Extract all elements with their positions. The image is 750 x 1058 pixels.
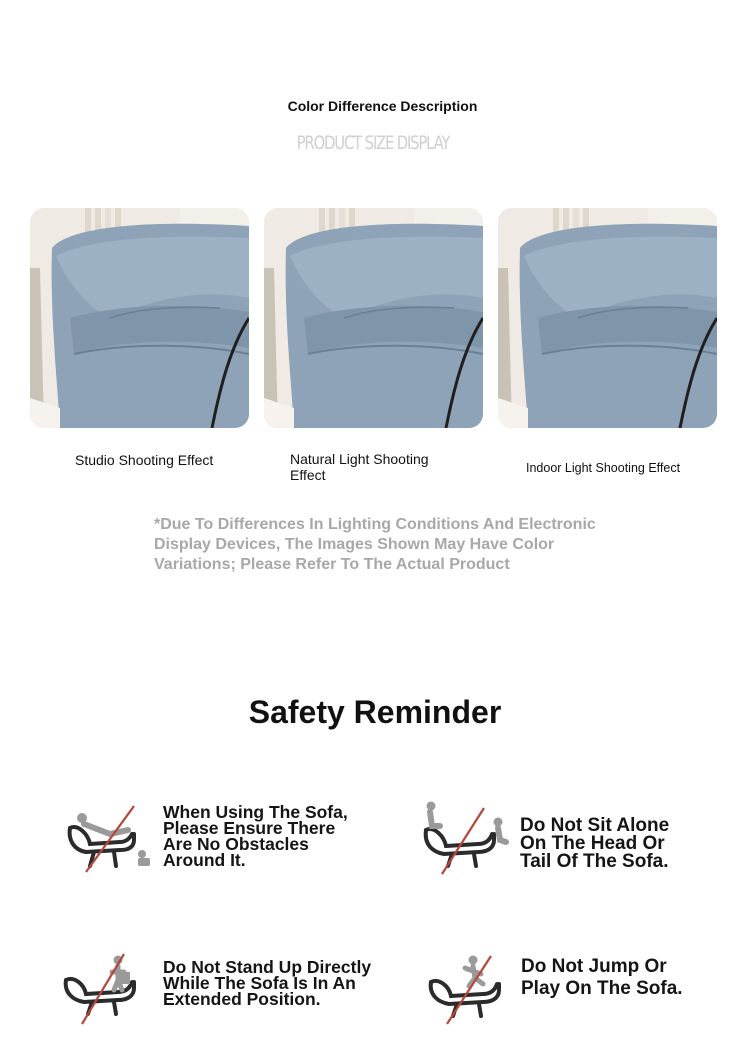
no-sitting-on-end-icon — [420, 800, 516, 880]
no-obstacles-icon — [64, 800, 160, 880]
sofa-headrest-photo — [30, 208, 249, 428]
photo-caption: Indoor Light Shooting Effect — [526, 461, 681, 475]
photo-natural-light — [264, 208, 483, 428]
no-jumping-icon — [425, 952, 521, 1032]
safety-title: Safety Reminder — [248, 694, 502, 730]
photo-caption: Studio Shooting Effect — [75, 452, 214, 468]
safety-tip: Do Not Stand Up Directly While The Sofa Is In An Extended Position. — [163, 957, 372, 1009]
section-title: Color Difference Description — [287, 98, 478, 114]
photo-caption: Natural Light Shooting Effect — [290, 451, 429, 483]
section-subtitle: PRODUCT SIZE DISPLAY — [296, 132, 450, 154]
color-difference-note: *Due To Differences In Lighting Conditions And Electronic Display Devices, The Images Shown May Have Color Variations; Please Refer To The Actual Product — [154, 516, 596, 573]
no-standing-icon — [60, 952, 156, 1032]
safety-tip: Do Not Jump Or Play On The Sofa. — [521, 956, 683, 999]
safety-tip: When Using The Sofa, Please Ensure There Are No Obstacles Around It. — [163, 802, 348, 870]
photo-indoor-light — [498, 208, 717, 428]
sofa-headrest-photo — [498, 208, 717, 428]
safety-tip: Do Not Sit Alone On The Head Or Tail Of The Sofa. — [520, 815, 670, 872]
sofa-headrest-photo — [264, 208, 483, 428]
photo-studio — [30, 208, 249, 428]
